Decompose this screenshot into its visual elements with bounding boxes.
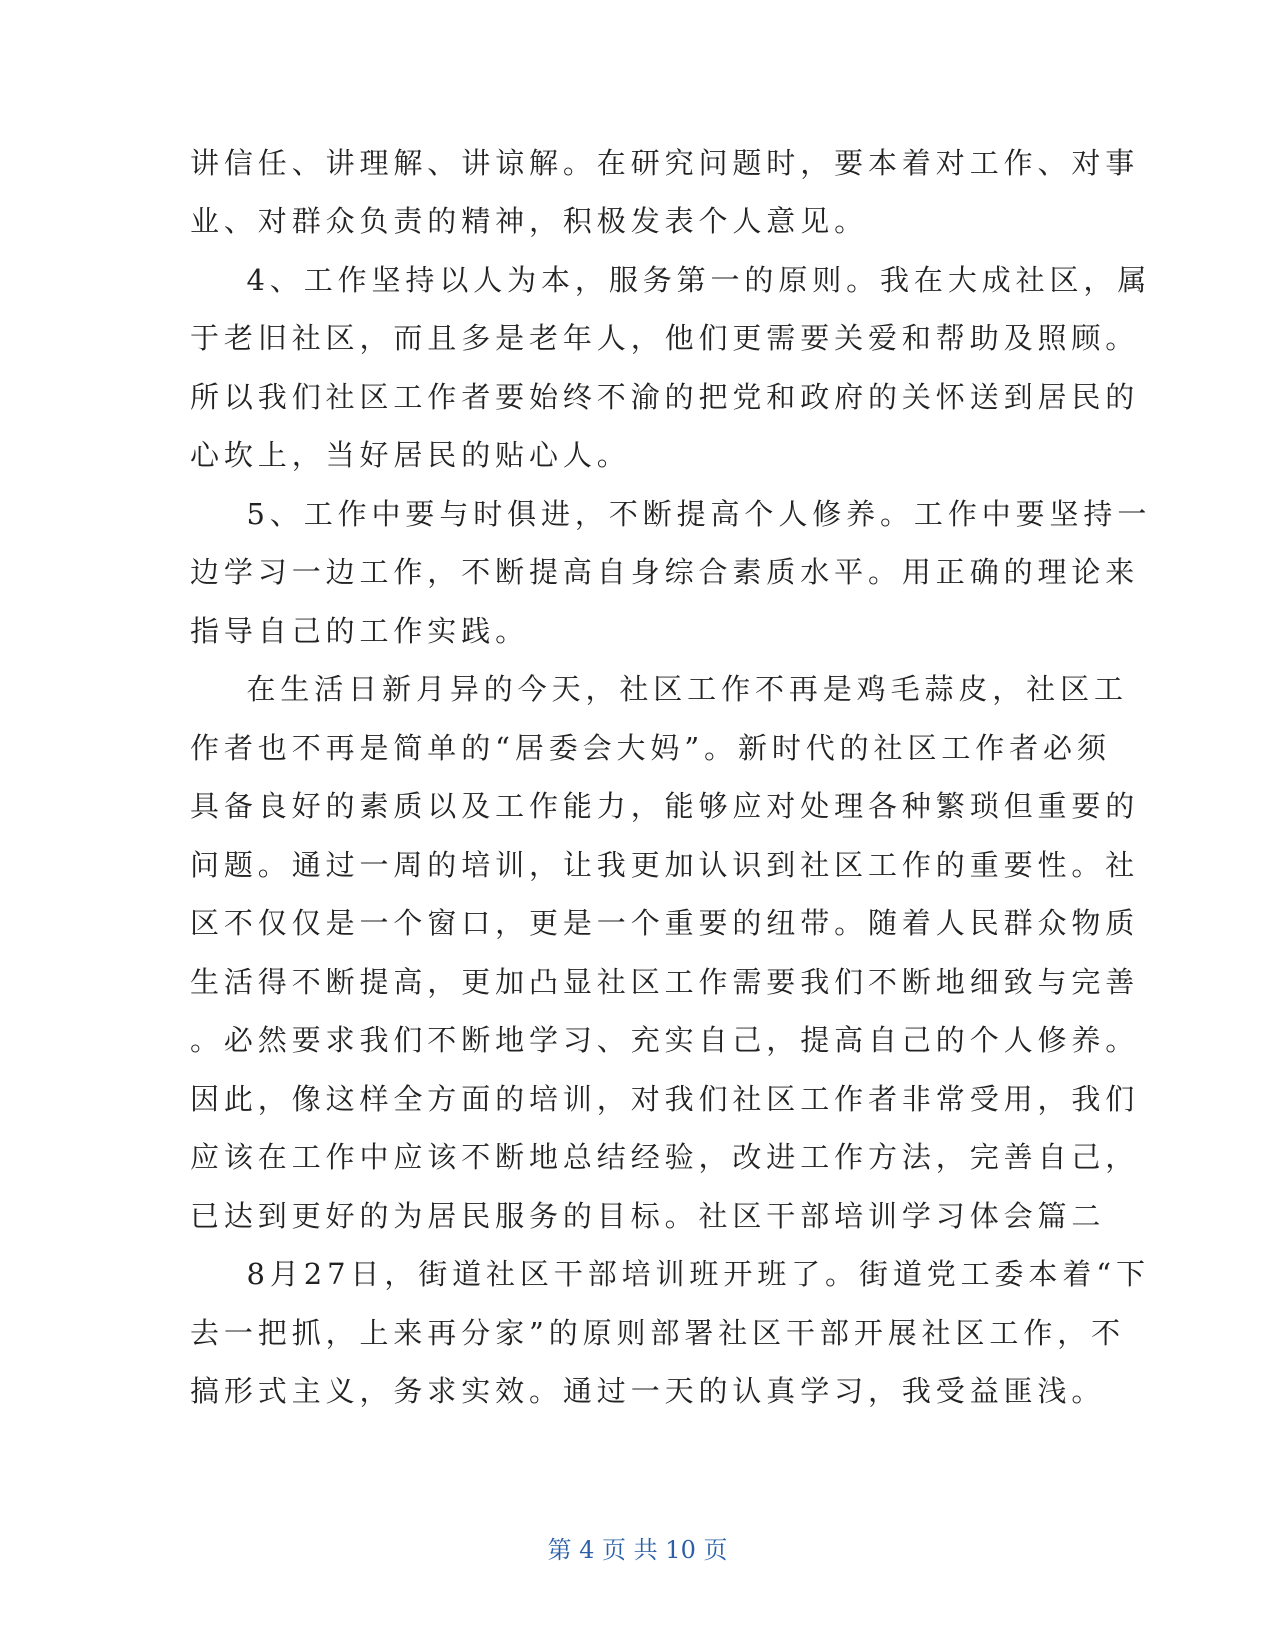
text-line: 指导自己的工作实践。 <box>190 614 530 648</box>
text-line: 因此，像这样全方面的培训，对我们社区工作者非常受用，我们 <box>190 1082 1140 1116</box>
text-line: 讲信任、讲理解、讲谅解。在研究问题时，要本着对工作、对事 <box>190 146 1140 180</box>
text-line: 区不仅仅是一个窗口，更是一个重要的纽带。随着人民群众物质 <box>190 906 1140 940</box>
text-line: 所以我们社区工作者要始终不渝的把党和政府的关怀送到居民的 <box>190 380 1140 414</box>
text-line: 问题。通过一周的培训，让我更加认识到社区工作的重要性。社 <box>190 848 1140 882</box>
text-line: 具备良好的素质以及工作能力，能够应对处理各种繁琐但重要的 <box>190 789 1140 823</box>
text-line: 已达到更好的为居民服务的目标。社区干部培训学习体会篇二 <box>190 1199 1106 1233</box>
text-line: 于老旧社区，而且多是老年人，他们更需要关爱和帮助及照顾。 <box>190 321 1140 355</box>
text-line: 8月27日，街道社区干部培训班开班了。街道党工委本着“下 <box>190 1257 1150 1291</box>
page-number-footer: 第 4 页 共 10 页 <box>547 1536 728 1564</box>
text-line: 5、工作中要与时俱进，不断提高个人修养。工作中要坚持一 <box>190 497 1152 531</box>
text-line: 去一把抓，上来再分家”的原则部署社区干部开展社区工作，不 <box>190 1316 1126 1350</box>
text-line: 4、工作坚持以人为本，服务第一的原则。我在大成社区，属 <box>190 263 1152 297</box>
text-line: 搞形式主义，务求实效。通过一天的认真学习，我受益匪浅。 <box>190 1374 1106 1408</box>
text-line: 边学习一边工作，不断提高自身综合素质水平。用正确的理论来 <box>190 555 1140 589</box>
text-line: 。必然要求我们不断地学习、充实自己，提高自己的个人修养。 <box>190 1023 1140 1057</box>
text-line: 作者也不再是简单的“居委会大妈”。新时代的社区工作者必须 <box>190 731 1111 765</box>
text-line: 应该在工作中应该不断地总结经验，改进工作方法，完善自己， <box>190 1140 1140 1174</box>
text-line: 业、对群众负责的精神，积极发表个人意见。 <box>190 204 869 238</box>
text-line: 在生活日新月异的今天，社区工作不再是鸡毛蒜皮，社区工 <box>190 672 1128 706</box>
text-line: 生活得不断提高，更加凸显社区工作需要我们不断地细致与完善 <box>190 965 1140 999</box>
text-line: 心坎上，当好居民的贴心人。 <box>190 438 631 472</box>
